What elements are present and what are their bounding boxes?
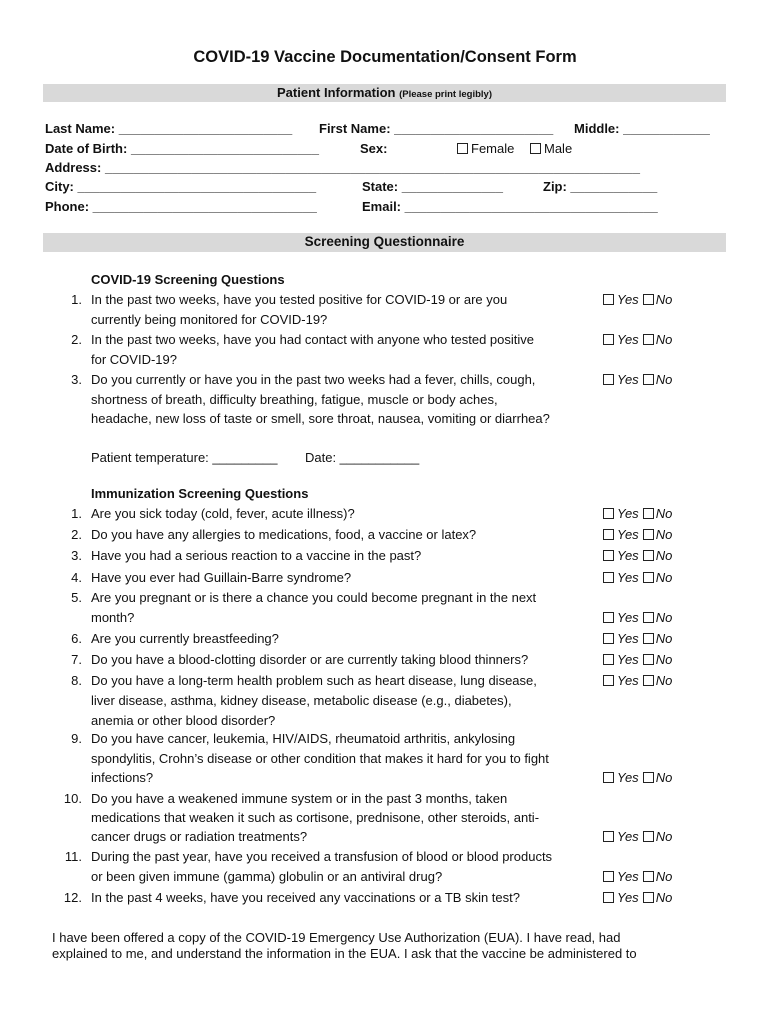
screening-header-label: Screening Questionnaire [304,234,465,249]
yes-label: Yes [617,869,639,884]
no-label: No [655,770,673,785]
yes-label: Yes [617,610,639,625]
no-label: No [655,869,673,884]
female-label: Female [471,141,515,156]
zip-field[interactable]: Zip: ____________ [543,179,658,194]
immunization-question-text-line: Do you have a weakened immune system or in the past 3 months, taken [91,791,508,806]
immunization-question-number: 9. [71,731,82,746]
no-label: No [655,610,673,625]
immunization-question-number: 6. [71,631,82,646]
email-field[interactable]: Email: ___________________________________ [362,199,658,214]
yes-checkbox[interactable] [603,831,614,842]
immunization-question-text-line: spondylitis, Crohn’s disease or other condition that makes it hard for you to fight [91,751,549,766]
immunization-question-number: 4. [71,570,82,585]
immunization-question-yes-no [603,770,672,785]
male-label: Male [544,141,573,156]
no-checkbox[interactable] [643,612,654,623]
middle-name-field[interactable]: Middle: ____________ [574,121,710,136]
immunization-question-yes-no [603,869,672,884]
covid-question-text-line: In the past two weeks, have you tested positive for COVID-19 or are you [91,292,508,307]
yes-label: Yes [617,673,639,688]
immunization-question-yes-no [603,673,672,688]
male-checkbox[interactable] [530,143,541,154]
immunization-question-text-line: Do you have a blood-clotting disorder or are currently taking blood thinners? [91,652,529,667]
date-field[interactable]: Date: ___________ [305,450,420,465]
yes-label: Yes [617,332,639,347]
covid-question-yes-no [603,372,672,387]
temperature-field[interactable]: Patient temperature: _________ [91,450,278,465]
no-label: No [655,631,673,646]
sex-male-option[interactable] [530,141,572,156]
immunization-question-text-line: medications that weaken it such as cortisone, prednisone, other steroids, anti- [91,810,540,825]
yes-label: Yes [617,570,639,585]
no-label: No [655,890,673,905]
covid-section-title: COVID-19 Screening Questions [91,272,285,287]
covid-question-yes-no [603,292,672,307]
yes-checkbox[interactable] [603,633,614,644]
immunization-question-text-line: infections? [91,770,154,785]
immunization-question-text-line: Do you have any allergies to medications, food, a vaccine or latex? [91,527,477,542]
yes-checkbox[interactable] [603,772,614,783]
no-checkbox[interactable] [643,572,654,583]
sex-female-option[interactable] [457,141,514,156]
immunization-question-text-line: Are you currently breastfeeding? [91,631,279,646]
immunization-question-number: 1. [71,506,82,521]
no-label: No [655,372,673,387]
yes-checkbox[interactable] [603,892,614,903]
yes-checkbox[interactable] [603,334,614,345]
covid-question-text-line: for COVID-19? [91,352,177,367]
last-name-field[interactable]: Last Name: ________________________ [45,121,293,136]
yes-label: Yes [617,652,639,667]
immunization-question-yes-no [603,631,672,646]
immunization-question-yes-no [603,527,672,542]
immunization-question-number: 7. [71,652,82,667]
immunization-question-yes-no [603,506,672,521]
yes-label: Yes [617,829,639,844]
yes-checkbox[interactable] [603,529,614,540]
covid-question-number: 3. [71,372,82,387]
consent-line-1: I have been offered a copy of the COVID-19 Emergency Use Authorization (EUA). I have read, had [52,930,621,945]
female-checkbox[interactable] [457,143,468,154]
yes-checkbox[interactable] [603,612,614,623]
no-checkbox[interactable] [643,334,654,345]
no-checkbox[interactable] [643,374,654,385]
immunization-question-yes-no [603,570,672,585]
no-label: No [655,829,673,844]
dob-field[interactable]: Date of Birth: __________________________ [45,141,319,156]
yes-checkbox[interactable] [603,675,614,686]
immunization-question-text-line: Do you have cancer, leukemia, HIV/AIDS, rheumatoid arthritis, ankylosing [91,731,516,746]
no-checkbox[interactable] [643,892,654,903]
immunization-question-yes-no [603,548,672,563]
covid-question-number: 1. [71,292,82,307]
immunization-question-text-line: cancer drugs or radiation treatments? [91,829,308,844]
covid-question-text-line: headache, new loss of taste or smell, sore throat, nausea, vomiting or diarrhea? [91,411,550,426]
yes-checkbox[interactable] [603,572,614,583]
city-field[interactable]: City: _________________________________ [45,179,317,194]
immunization-question-text-line: or been given immune (gamma) globulin or an antiviral drug? [91,869,443,884]
immunization-question-text-line: Have you had a serious reaction to a vaccine in the past? [91,548,422,563]
immunization-question-text-line: Are you sick today (cold, fever, acute illness)? [91,506,355,521]
address-field[interactable]: Address: __________________________________________________________________________ [45,160,640,175]
yes-label: Yes [617,890,639,905]
immunization-question-number: 8. [71,673,82,688]
sex-label: Sex: [360,141,388,156]
page-title: COVID-19 Vaccine Documentation/Consent Form [193,48,577,66]
yes-label: Yes [617,527,639,542]
no-label: No [655,652,673,667]
patient-info-header-label: Patient Information [277,85,396,100]
no-label: No [655,506,673,521]
yes-checkbox[interactable] [603,654,614,665]
no-checkbox[interactable] [643,831,654,842]
yes-label: Yes [617,548,639,563]
no-label: No [655,527,673,542]
patient-info-header-note: (Please print legibly) [399,89,492,100]
yes-label: Yes [617,372,639,387]
immunization-question-yes-no [603,890,672,905]
screening-header [43,233,726,252]
immunization-question-text-line: anemia or other blood disorder? [91,713,276,728]
phone-field[interactable]: Phone: _______________________________ [45,199,317,214]
no-checkbox[interactable] [643,675,654,686]
immunization-question-text-line: liver disease, asthma, kidney disease, metabolic disease (e.g., diabetes), [91,693,512,708]
covid-question-text-line: In the past two weeks, have you had contact with anyone who tested positive [91,332,534,347]
immunization-section-title: Immunization Screening Questions [91,486,309,501]
immunization-question-number: 3. [71,548,82,563]
yes-checkbox[interactable] [603,550,614,561]
no-label: No [655,548,673,563]
no-checkbox[interactable] [643,772,654,783]
patient-info-header [43,84,726,102]
yes-label: Yes [617,506,639,521]
immunization-question-text-line: Have you ever had Guillain-Barre syndrome? [91,570,352,585]
yes-label: Yes [617,770,639,785]
state-field[interactable]: State: ______________ [362,179,503,194]
immunization-question-text-line: Are you pregnant or is there a chance you could become pregnant in the next [91,590,537,605]
no-checkbox[interactable] [643,294,654,305]
no-checkbox[interactable] [643,633,654,644]
covid-question-text-line: currently being monitored for COVID-19? [91,312,328,327]
no-label: No [655,570,673,585]
yes-checkbox[interactable] [603,508,614,519]
consent-line-2: explained to me, and understand the information in the EUA. I ask that the vaccine be administered to [52,946,637,961]
covid-question-text-line: Do you currently or have you in the past two weeks had a fever, chills, cough, [91,372,536,387]
first-name-field[interactable]: First Name: ______________________ [319,121,554,136]
immunization-question-text-line: In the past 4 weeks, have you received any vaccinations or a TB skin test? [91,890,520,905]
covid-question-yes-no [603,332,672,347]
no-checkbox[interactable] [643,508,654,519]
immunization-question-yes-no [603,652,672,667]
yes-label: Yes [617,292,639,307]
immunization-question-number: 5. [71,590,82,605]
covid-question-text-line: shortness of breath, difficulty breathing, fatigue, muscle or body aches, [91,392,498,407]
no-checkbox[interactable] [643,871,654,882]
immunization-question-text-line: Do you have a long-term health problem such as heart disease, lung disease, [91,673,537,688]
yes-checkbox[interactable] [603,294,614,305]
yes-checkbox[interactable] [603,374,614,385]
no-checkbox[interactable] [643,529,654,540]
yes-checkbox[interactable] [603,871,614,882]
immunization-question-number: 2. [71,527,82,542]
yes-label: Yes [617,631,639,646]
no-checkbox[interactable] [643,550,654,561]
no-checkbox[interactable] [643,654,654,665]
immunization-question-number: 12. [63,890,82,905]
covid-question-number: 2. [71,332,82,347]
immunization-question-yes-no [603,829,672,844]
immunization-question-text-line: During the past year, have you received a transfusion of blood or blood products [91,849,553,864]
immunization-question-text-line: month? [91,610,135,625]
no-label: No [655,292,673,307]
no-label: No [655,673,673,688]
immunization-question-number: 11. [64,849,82,864]
no-label: No [655,332,673,347]
immunization-question-yes-no [603,610,672,625]
immunization-question-number: 10. [63,791,82,806]
